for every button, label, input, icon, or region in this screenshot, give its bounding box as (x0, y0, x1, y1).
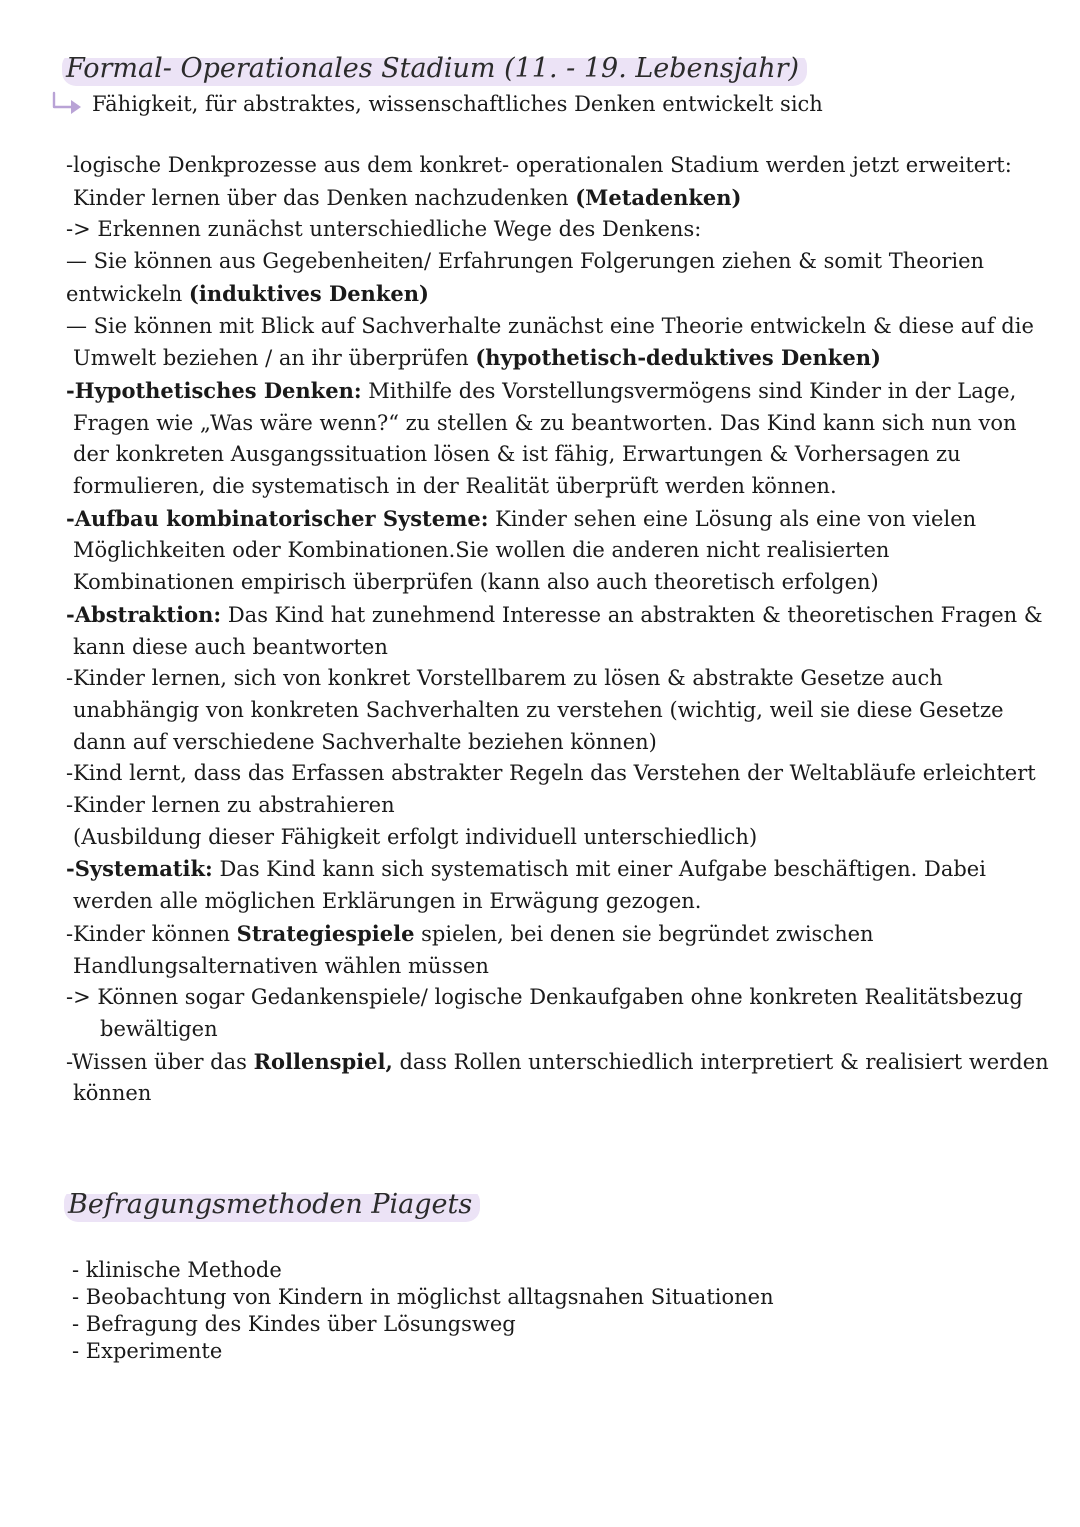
term-hypothetisches-denken: -Hypothetisches Denken: (66, 377, 362, 403)
text-line: Kombinationen empirisch überprüfen (kann also auch theoretisch erfolgen) (73, 570, 879, 595)
text-line: -Kinder können Strategiespiele spielen, bei denen sie begründet zwischen (66, 920, 874, 946)
text-line: — Sie können aus Gegebenheiten/ Erfahrungen Folgerungen ziehen & somit Theorien (66, 249, 985, 274)
text-line: Möglichkeiten oder Kombinationen.Sie wollen die anderen nicht realisierten (73, 538, 890, 563)
text-line: Handlungsalternativen wählen müssen (73, 953, 489, 978)
subline-text: Fähigkeit, für abstraktes, wissenschaftliches Denken entwickelt sich (92, 92, 823, 116)
text-line: -Wissen über das Rollenspiel, dass Rollen unterschiedlich interpretiert & realisiert werden (66, 1048, 1049, 1074)
corner-arrow-icon (50, 91, 86, 117)
text-line: Umwelt beziehen / an ihr überprüfen (hypothetisch-deduktives Denken) (73, 345, 881, 371)
text-line: -Kinder lernen, sich von konkret Vorstellbarem zu lösen & abstrakte Gesetze auch (66, 666, 943, 691)
term-systematik: -Systematik: (66, 856, 213, 882)
text-line: der konkreten Ausgangssituation lösen & ist fähig, Erwartungen & Vorhersagen zu (73, 442, 961, 467)
notes-body (66, 150, 1049, 1110)
text-line: unabhängig von konkreten Sachverhalten zu verstehen (wichtig, weil sie diese Gesetze (73, 697, 1004, 722)
text-line: -logische Denkprozesse aus dem konkret- operationalen Stadium werden jetzt erweitert: (66, 153, 1012, 177)
term-metadenken: (Metadenken) (575, 184, 742, 210)
text-line: werden alle möglichen Erklärungen in Erwägung gezogen. (73, 889, 702, 914)
text-line: Kinder lernen über das Denken nachzudenken (Metadenken) (73, 184, 742, 210)
text-line: formulieren, die systematisch in der Realität überprüft werden können. (73, 474, 837, 499)
list-item: - Befragung des Kindes über Lösungsweg (72, 1312, 516, 1336)
term-induktives-denken: (induktives Denken) (188, 280, 429, 306)
term-abstraktion: -Abstraktion: (66, 601, 222, 627)
list-item: - Beobachtung von Kindern in möglichst alltagsnahen Situationen (72, 1285, 774, 1309)
list-item: - Experimente (72, 1339, 223, 1363)
term-hypothetisch-deduktives-denken: (hypothetisch-deduktives Denken) (475, 345, 881, 371)
text-line: dann auf verschiedene Sachverhalte beziehen können) (73, 729, 657, 754)
text-line: -> Erkennen zunächst unterschiedliche Wege des Denkens: (66, 217, 702, 242)
text-line: (Ausbildung dieser Fähigkeit erfolgt individuell unterschiedlich) (73, 824, 758, 849)
text-line: können (73, 1081, 152, 1106)
text-line: -Abstraktion: Das Kind hat zunehmend Interesse an abstrakten & theoretischen Fragen & (66, 601, 1043, 627)
text-line: entwickeln (induktives Denken) (66, 280, 429, 306)
methods-list (72, 1257, 774, 1365)
heading-subline (50, 90, 823, 118)
term-rollenspiel: Rollenspiel, (253, 1048, 393, 1074)
text-line: -> Können sogar Gedankenspiele/ logische Denkaufgaben ohne konkreten Realitätsbezug (66, 985, 1023, 1010)
section-heading-befragungsmethoden: Befragungsmethoden Piagets (64, 1188, 480, 1222)
text-line: kann diese auch beantworten (73, 634, 388, 659)
text-line: -Systematik: Das Kind kann sich systematisch mit einer Aufgabe beschäftigen. Dabei (66, 856, 986, 882)
text-line: — Sie können mit Blick auf Sachverhalte zunächst eine Theorie entwickeln & diese auf die (66, 313, 1034, 338)
list-item: - klinische Methode (72, 1258, 282, 1282)
term-strategiespiele: Strategiespiele (236, 920, 415, 946)
section-heading-formal-operational: Formal- Operationales Stadium (11. - 19. Lebensjahr) (62, 52, 807, 86)
text-line: -Kind lernt, dass das Erfassen abstrakter Regeln das Verstehen der Weltabläufe erleichtert (66, 761, 1036, 786)
text-line: -Hypothetisches Denken: Mithilfe des Vorstellungsvermögens sind Kinder in der Lage, (66, 377, 1017, 403)
term-kombinatorische-systeme: -Aufbau kombinatorischer Systeme: (66, 505, 489, 531)
text-line: Fragen wie „Was wäre wenn?“ zu stellen & zu beantworten. Das Kind kann sich nun von (73, 410, 1017, 435)
text-line: -Kinder lernen zu abstrahieren (66, 793, 395, 818)
text-line: bewältigen (100, 1016, 218, 1041)
text-line: -Aufbau kombinatorischer Systeme: Kinder sehen eine Lösung als eine von vielen (66, 505, 977, 531)
